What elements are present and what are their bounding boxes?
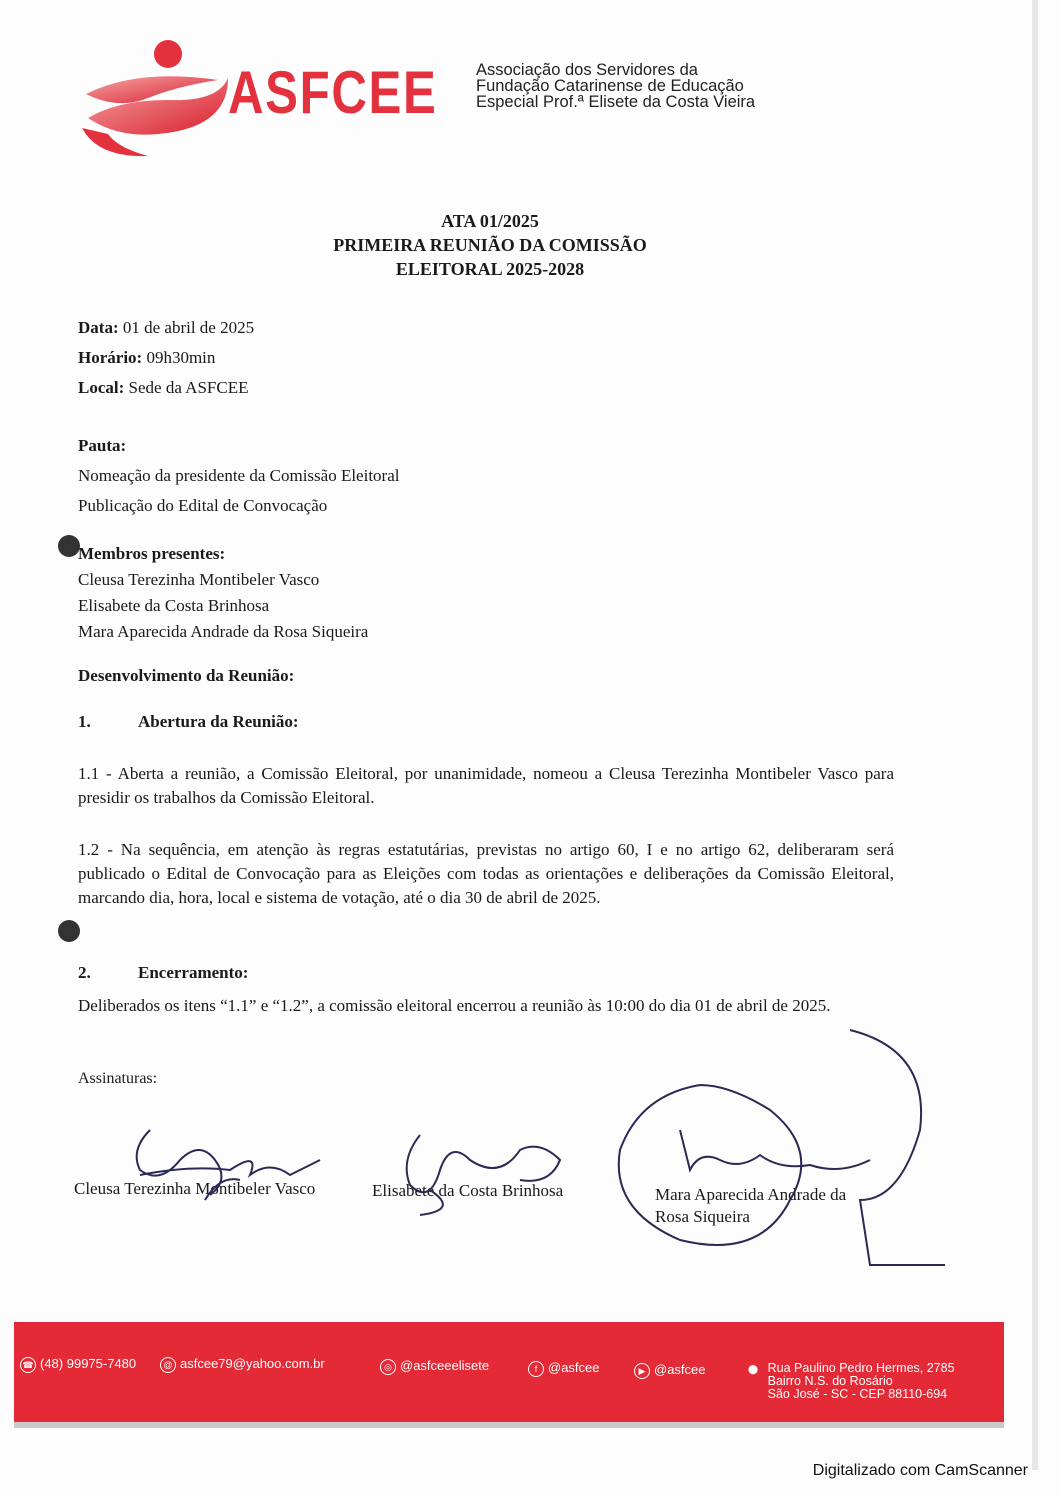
hole-punch-mark (58, 920, 80, 942)
agenda: Pauta: Nomeação da presidente da Comissão Eleitoral Publicação do Edital de Convocação (78, 436, 400, 515)
location-pin-icon: ⬤ (747, 1364, 759, 1374)
signature-name-3: Mara Aparecida Andrade da Rosa Siqueira (655, 1185, 847, 1226)
signature-name-2: Elisabete da Costa Brinhosa (372, 1181, 564, 1200)
footer-youtube[interactable]: ▶ @asfcee (634, 1362, 706, 1379)
paragraph-2: Deliberados os itens “1.1” e “1.2”, a comissão eleitoral encerrou a reunião às 10:00 do dia 01 de abril de 2025. (78, 996, 831, 1015)
signatures-label: Assinaturas: (78, 1070, 158, 1087)
paragraph-1-2: 1.2 - Na sequência, em atenção às regras estatutárias, previstas no artigo 60, I e no artigo 62, deliberaram será publicado o Edital de Convocação para as Eleições com todas as orientações e deliberações da Comissão Eleitoral, marcando dia, hora, local e sistema de votação, até o dia 30 de abril de 2025. (78, 840, 894, 907)
youtube-icon: ▶ (634, 1363, 650, 1379)
paragraph-1-1: 1.1 - Aberta a reunião, a Comissão Eleitoral, por unanimidade, nomeou a Cleusa Terezinha Montibeler Vasco para presidir os trabalhos da Comissão Eleitoral. (78, 764, 894, 807)
signature-name-1: Cleusa Terezinha Montibeler Vasco (74, 1179, 316, 1198)
meeting-meta: Data: 01 de abril de 2025 Horário: 09h30min Local: Sede da ASFCEE (78, 318, 255, 397)
instagram-icon: ◎ (380, 1359, 396, 1375)
members-present: Membros presentes: Cleusa Terezinha Montibeler Vasco Elisabete da Costa Brinhosa Mara Aparecida Andrade da Rosa Siqueira (78, 544, 369, 641)
page-edge-shadow (1032, 0, 1038, 1470)
hole-punch-mark (58, 535, 80, 557)
development-heading: Desenvolvimento da Reunião: (78, 666, 295, 685)
footer-phone[interactable]: ☎ (48) 99975-7480 (20, 1356, 136, 1373)
footer-facebook[interactable]: f @asfcee (528, 1360, 600, 1377)
section-1-heading: 1. Abertura da Reunião: (78, 712, 299, 731)
footer-bar (14, 1322, 1004, 1422)
camscanner-watermark: Digitalizado com CamScanner (812, 1462, 1028, 1479)
phone-icon: ☎ (20, 1357, 36, 1373)
footer-address: ⬤ Rua Paulino Pedro Hermes, 2785 Bairro N.S. do Rosário São José - SC - CEP 88110-694 (747, 1361, 955, 1401)
footer-email[interactable]: @ asfcee79@yahoo.com.br (160, 1356, 325, 1373)
doc-title-line1: ATA 01/2025 (441, 211, 539, 231)
doc-title-line2: PRIMEIRA REUNIÃO DA COMISSÃO (333, 235, 647, 255)
doc-title-line3: ELEITORAL 2025-2028 (395, 259, 585, 279)
section-2-heading: 2. Encerramento: (78, 963, 249, 982)
footer-instagram[interactable]: ◎ @asfceeelisete (380, 1358, 489, 1375)
association-name: Associação dos Servidores da Fundação Catarinense de Educação Especial Prof.ª Elisete da Costa Vieira (476, 61, 756, 111)
email-icon: @ (160, 1357, 176, 1373)
facebook-icon: f (528, 1361, 544, 1377)
logo-wordmark: ASFCEE (228, 59, 438, 126)
